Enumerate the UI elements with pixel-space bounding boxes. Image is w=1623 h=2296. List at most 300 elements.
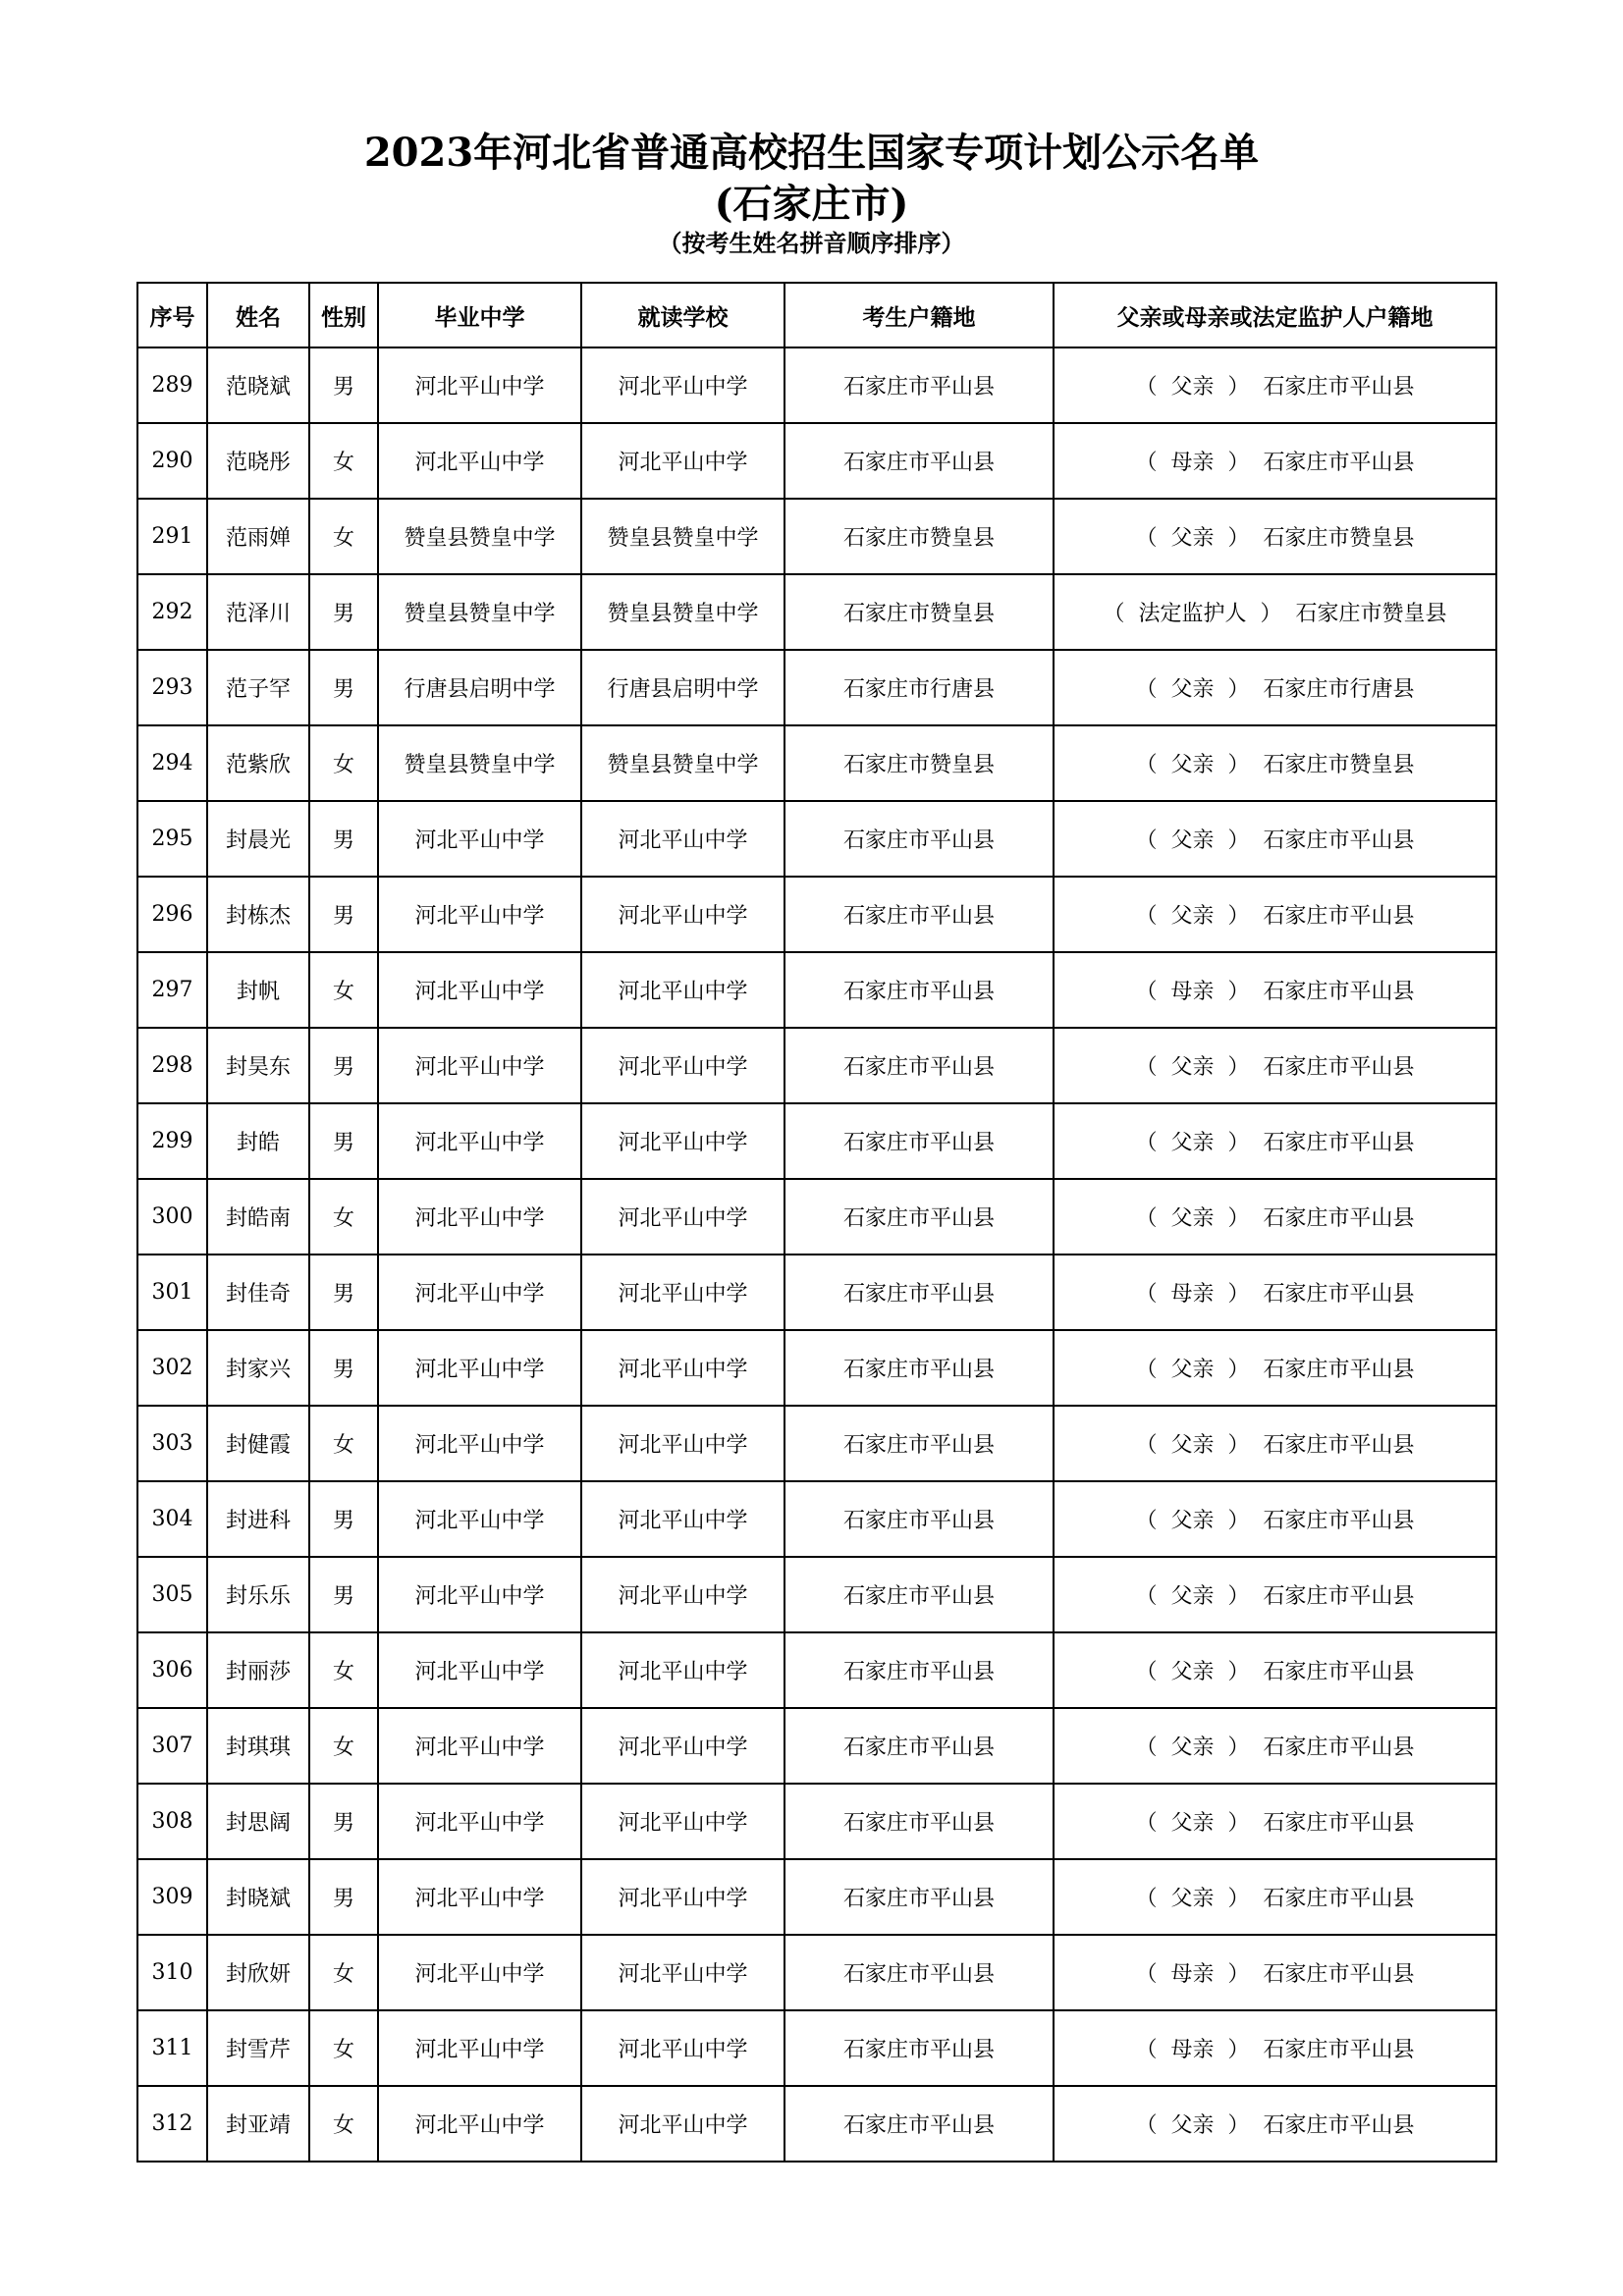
guardian-relation: 父亲 [1170,1433,1215,1458]
cell-current-school: 河北平山中学 [581,1255,784,1330]
table-row [137,1557,1496,1632]
cell-seq: 293 [137,650,207,725]
paren-open: （ [1135,1509,1158,1533]
cell-student-hukou: 石家庄市平山县 [784,877,1054,952]
table-row [137,1103,1496,1179]
cell-current-school: 河北平山中学 [581,1708,784,1784]
cell-current-school: 河北平山中学 [581,347,784,423]
cell-current-school: 河北平山中学 [581,952,784,1028]
guardian-relation: 父亲 [1170,1358,1215,1382]
guardian-relation: 母亲 [1170,451,1215,475]
guardian-place: 石家庄市平山县 [1263,1584,1415,1609]
cell-seq: 303 [137,1406,207,1481]
cell-student-hukou: 石家庄市平山县 [784,1179,1054,1255]
cell-current-school: 河北平山中学 [581,801,784,877]
cell-gender: 女 [309,499,378,574]
paren-open: （ [1135,828,1158,853]
cell-current-school: 河北平山中学 [581,423,784,499]
paren-open: （ [1135,1131,1158,1155]
paren-close: ） [1227,1735,1250,1760]
cell-gender: 男 [309,650,378,725]
cell-guardian-hukou [1054,1179,1496,1255]
paren-close: ） [1227,980,1250,1004]
paren-open: （ [1135,753,1158,777]
cell-grad-school: 河北平山中学 [378,1481,581,1557]
cell-gender: 女 [309,2086,378,2162]
cell-current-school: 河北平山中学 [581,1557,784,1632]
paren-close: ） [1227,1131,1250,1155]
cell-gender: 女 [309,1632,378,1708]
table-row [137,2010,1496,2086]
paren-open: （ [1135,980,1158,1004]
cell-seq: 302 [137,1330,207,1406]
cell-gender: 女 [309,1708,378,1784]
cell-grad-school: 河北平山中学 [378,2010,581,2086]
cell-name: 范子罕 [207,650,309,725]
paren-open: （ [1135,1735,1158,1760]
table-row [137,423,1496,499]
cell-grad-school: 河北平山中学 [378,1179,581,1255]
cell-name: 范泽川 [207,574,309,650]
cell-seq: 291 [137,499,207,574]
cell-name: 封栋杰 [207,877,309,952]
header-guardian-hukou: 父亲或母亲或法定监护人户籍地 [1054,283,1496,347]
cell-seq: 299 [137,1103,207,1179]
cell-current-school: 河北平山中学 [581,1784,784,1859]
cell-gender: 女 [309,1179,378,1255]
table-row [137,801,1496,877]
cell-student-hukou: 石家庄市平山县 [784,1406,1054,1481]
cell-grad-school: 河北平山中学 [378,952,581,1028]
header-current-school: 就读学校 [581,283,784,347]
guardian-place: 石家庄市赞皇县 [1263,526,1415,551]
cell-grad-school: 河北平山中学 [378,1935,581,2010]
cell-current-school: 河北平山中学 [581,877,784,952]
paren-open: （ [1135,2113,1158,2138]
cell-grad-school: 河北平山中学 [378,1632,581,1708]
cell-current-school: 河北平山中学 [581,1935,784,2010]
cell-name: 封皓南 [207,1179,309,1255]
cell-guardian-hukou [1054,1255,1496,1330]
paren-open: （ [1135,1433,1158,1458]
header-student-hukou: 考生户籍地 [784,283,1054,347]
paren-close: ） [1227,526,1250,551]
guardian-place: 石家庄市平山县 [1263,1055,1415,1080]
table-row [137,1935,1496,2010]
cell-gender: 男 [309,347,378,423]
cell-student-hukou: 石家庄市平山县 [784,423,1054,499]
cell-grad-school: 河北平山中学 [378,1103,581,1179]
header-gender: 性别 [309,283,378,347]
guardian-place: 石家庄市平山县 [1263,1206,1415,1231]
sort-note: （按考生姓名拼音顺序排序） [658,229,965,257]
cell-student-hukou: 石家庄市平山县 [784,1103,1054,1179]
guardian-place: 石家庄市平山县 [1263,828,1415,853]
cell-grad-school: 河北平山中学 [378,1784,581,1859]
guardian-place: 石家庄市平山县 [1263,1660,1415,1684]
header-seq: 序号 [137,283,207,347]
cell-seq: 306 [137,1632,207,1708]
cell-name: 封进科 [207,1481,309,1557]
table-row [137,1255,1496,1330]
guardian-relation: 父亲 [1170,1660,1215,1684]
cell-name: 封思阔 [207,1784,309,1859]
guardian-place: 石家庄市平山县 [1263,1811,1415,1836]
cell-guardian-hukou [1054,499,1496,574]
guardian-relation: 父亲 [1170,677,1215,702]
guardian-place: 石家庄市平山县 [1263,1282,1415,1307]
table-row [137,499,1496,574]
cell-seq: 294 [137,725,207,801]
cell-seq: 292 [137,574,207,650]
guardian-place: 石家庄市平山县 [1263,1735,1415,1760]
paren-close: ） [1227,375,1250,400]
table-row [137,574,1496,650]
table-row [137,725,1496,801]
cell-guardian-hukou [1054,650,1496,725]
cell-grad-school: 河北平山中学 [378,1557,581,1632]
cell-guardian-hukou [1054,952,1496,1028]
cell-grad-school: 赞皇县赞皇中学 [378,574,581,650]
guardian-relation: 母亲 [1170,1962,1215,1987]
paren-close: ） [1227,1055,1250,1080]
cell-name: 封欣妍 [207,1935,309,2010]
cell-guardian-hukou [1054,1103,1496,1179]
cell-seq: 297 [137,952,207,1028]
cell-student-hukou: 石家庄市平山县 [784,1557,1054,1632]
guardian-place: 石家庄市平山县 [1263,2113,1415,2138]
guardian-relation: 父亲 [1170,1131,1215,1155]
guardian-relation: 父亲 [1170,1206,1215,1231]
cell-name: 封亚靖 [207,2086,309,2162]
cell-guardian-hukou [1054,877,1496,952]
guardian-relation: 父亲 [1170,1735,1215,1760]
cell-student-hukou: 石家庄市平山县 [784,1028,1054,1103]
table-row [137,1859,1496,1935]
cell-name: 封乐乐 [207,1557,309,1632]
cell-seq: 290 [137,423,207,499]
paren-close: ） [1227,677,1250,702]
cell-grad-school: 河北平山中学 [378,1255,581,1330]
cell-student-hukou: 石家庄市平山县 [784,952,1054,1028]
cell-gender: 男 [309,1028,378,1103]
cell-guardian-hukou [1054,2086,1496,2162]
guardian-relation: 父亲 [1170,1055,1215,1080]
guardian-place: 石家庄市平山县 [1263,1962,1415,1987]
cell-student-hukou: 石家庄市平山县 [784,1330,1054,1406]
paren-open: （ [1135,1055,1158,1080]
cell-guardian-hukou [1054,1330,1496,1406]
paren-close: ） [1227,1811,1250,1836]
paren-close: ） [1227,828,1250,853]
table-row [137,347,1496,423]
cell-student-hukou: 石家庄市赞皇县 [784,574,1054,650]
cell-guardian-hukou [1054,801,1496,877]
cell-seq: 310 [137,1935,207,2010]
guardian-place: 石家庄市平山县 [1263,451,1415,475]
cell-grad-school: 河北平山中学 [378,1330,581,1406]
header-grad-school: 毕业中学 [378,283,581,347]
paren-close: ） [1227,1433,1250,1458]
guardian-relation: 法定监护人 [1138,602,1247,626]
table-row [137,1179,1496,1255]
cell-grad-school: 河北平山中学 [378,801,581,877]
cell-grad-school: 赞皇县赞皇中学 [378,499,581,574]
cell-current-school: 河北平山中学 [581,1103,784,1179]
paren-close: ） [1227,1206,1250,1231]
cell-gender: 男 [309,574,378,650]
cell-gender: 男 [309,1784,378,1859]
cell-student-hukou: 石家庄市赞皇县 [784,725,1054,801]
table-row [137,1481,1496,1557]
guardian-relation: 父亲 [1170,375,1215,400]
cell-seq: 301 [137,1255,207,1330]
table-row [137,1028,1496,1103]
cell-student-hukou: 石家庄市平山县 [784,347,1054,423]
cell-guardian-hukou [1054,347,1496,423]
cell-guardian-hukou [1054,1028,1496,1103]
guardian-place: 石家庄市平山县 [1263,1433,1415,1458]
paren-open: （ [1103,602,1125,626]
table-row [137,1708,1496,1784]
paren-close: ） [1227,1584,1250,1609]
cell-student-hukou: 石家庄市赞皇县 [784,499,1054,574]
guardian-place: 石家庄市平山县 [1263,1358,1415,1382]
guardian-place: 石家庄市赞皇县 [1295,602,1447,626]
paren-open: （ [1135,1358,1158,1382]
cell-student-hukou: 石家庄市平山县 [784,1859,1054,1935]
cell-gender: 男 [309,1481,378,1557]
cell-grad-school: 赞皇县赞皇中学 [378,725,581,801]
paren-close: ） [1227,1887,1250,1911]
cell-student-hukou: 石家庄市平山县 [784,1632,1054,1708]
cell-guardian-hukou [1054,423,1496,499]
cell-guardian-hukou [1054,1406,1496,1481]
guardian-relation: 父亲 [1170,1509,1215,1533]
paren-close: ） [1227,1509,1250,1533]
paren-open: （ [1135,526,1158,551]
cell-name: 封晨光 [207,801,309,877]
cell-name: 封佳奇 [207,1255,309,1330]
cell-name: 封琪琪 [207,1708,309,1784]
guardian-place: 石家庄市平山县 [1263,1509,1415,1533]
cell-seq: 311 [137,2010,207,2086]
cell-seq: 309 [137,1859,207,1935]
cell-guardian-hukou [1054,2010,1496,2086]
table-row [137,2086,1496,2162]
paren-close: ） [1260,602,1282,626]
cell-gender: 女 [309,2010,378,2086]
cell-seq: 296 [137,877,207,952]
cell-current-school: 赞皇县赞皇中学 [581,574,784,650]
guardian-place: 石家庄市行唐县 [1263,677,1415,702]
paren-close: ） [1227,1660,1250,1684]
header-name: 姓名 [207,283,309,347]
cell-student-hukou: 石家庄市行唐县 [784,650,1054,725]
cell-name: 封皓 [207,1103,309,1179]
paren-open: （ [1135,1282,1158,1307]
cell-student-hukou: 石家庄市平山县 [784,2010,1054,2086]
paren-close: ） [1227,904,1250,929]
cell-gender: 男 [309,1255,378,1330]
cell-current-school: 河北平山中学 [581,1632,784,1708]
guardian-place: 石家庄市赞皇县 [1263,753,1415,777]
guardian-place: 石家庄市平山县 [1263,1131,1415,1155]
cell-current-school: 赞皇县赞皇中学 [581,499,784,574]
cell-name: 封雪芹 [207,2010,309,2086]
paren-close: ） [1227,1962,1250,1987]
cell-student-hukou: 石家庄市平山县 [784,1708,1054,1784]
cell-current-school: 河北平山中学 [581,1028,784,1103]
cell-name: 封健霞 [207,1406,309,1481]
paren-open: （ [1135,904,1158,929]
cell-guardian-hukou [1054,725,1496,801]
guardian-place: 石家庄市平山县 [1263,980,1415,1004]
cell-name: 封晓斌 [207,1859,309,1935]
table-row [137,650,1496,725]
cell-guardian-hukou [1054,1481,1496,1557]
roster-table [136,282,1497,2163]
paren-open: （ [1135,1584,1158,1609]
cell-student-hukou: 石家庄市平山县 [784,1935,1054,2010]
cell-seq: 304 [137,1481,207,1557]
cell-gender: 女 [309,952,378,1028]
paren-open: （ [1135,1887,1158,1911]
cell-guardian-hukou [1054,574,1496,650]
cell-grad-school: 河北平山中学 [378,1028,581,1103]
guardian-relation: 父亲 [1170,828,1215,853]
cell-current-school: 河北平山中学 [581,2010,784,2086]
cell-name: 范紫欣 [207,725,309,801]
cell-grad-school: 行唐县启明中学 [378,650,581,725]
cell-seq: 295 [137,801,207,877]
table-header-row [137,283,1496,347]
cell-current-school: 河北平山中学 [581,2086,784,2162]
document-subtitle: (石家庄市) [714,181,909,227]
cell-student-hukou: 石家庄市平山县 [784,2086,1054,2162]
table-row [137,952,1496,1028]
guardian-relation: 父亲 [1170,2113,1215,2138]
cell-guardian-hukou [1054,1557,1496,1632]
cell-current-school: 河北平山中学 [581,1481,784,1557]
table-row [137,1330,1496,1406]
guardian-place: 石家庄市平山县 [1263,375,1415,400]
cell-current-school: 河北平山中学 [581,1179,784,1255]
cell-gender: 女 [309,1406,378,1481]
cell-current-school: 河北平山中学 [581,1406,784,1481]
paren-open: （ [1135,1811,1158,1836]
document-title: 2023年河北省普通高校招生国家专项计划公示名单 [363,130,1260,176]
paren-close: ） [1227,2038,1250,2062]
paren-close: ） [1227,753,1250,777]
cell-grad-school: 河北平山中学 [378,1406,581,1481]
cell-gender: 男 [309,1103,378,1179]
guardian-relation: 父亲 [1170,904,1215,929]
guardian-relation: 母亲 [1170,980,1215,1004]
cell-seq: 289 [137,347,207,423]
guardian-place: 石家庄市平山县 [1263,2038,1415,2062]
cell-gender: 男 [309,1557,378,1632]
paren-close: ） [1227,1282,1250,1307]
cell-current-school: 赞皇县赞皇中学 [581,725,784,801]
table-row [137,1784,1496,1859]
cell-name: 范雨婵 [207,499,309,574]
cell-seq: 298 [137,1028,207,1103]
cell-gender: 男 [309,801,378,877]
guardian-relation: 母亲 [1170,2038,1215,2062]
guardian-place: 石家庄市平山县 [1263,1887,1415,1911]
cell-guardian-hukou [1054,1859,1496,1935]
cell-grad-school: 河北平山中学 [378,423,581,499]
cell-guardian-hukou [1054,1632,1496,1708]
cell-gender: 男 [309,877,378,952]
cell-grad-school: 河北平山中学 [378,1859,581,1935]
cell-student-hukou: 石家庄市平山县 [784,1481,1054,1557]
cell-gender: 男 [309,1330,378,1406]
guardian-relation: 父亲 [1170,1811,1215,1836]
table-row [137,1406,1496,1481]
guardian-relation: 父亲 [1170,526,1215,551]
cell-seq: 307 [137,1708,207,1784]
paren-open: （ [1135,1206,1158,1231]
cell-guardian-hukou [1054,1708,1496,1784]
paren-open: （ [1135,2038,1158,2062]
guardian-relation: 父亲 [1170,1887,1215,1911]
cell-grad-school: 河北平山中学 [378,877,581,952]
cell-student-hukou: 石家庄市平山县 [784,1784,1054,1859]
cell-seq: 300 [137,1179,207,1255]
cell-grad-school: 河北平山中学 [378,2086,581,2162]
cell-current-school: 行唐县启明中学 [581,650,784,725]
paren-close: ） [1227,1358,1250,1382]
paren-open: （ [1135,677,1158,702]
cell-guardian-hukou [1054,1784,1496,1859]
cell-student-hukou: 石家庄市平山县 [784,1255,1054,1330]
cell-gender: 男 [309,1859,378,1935]
cell-name: 封丽莎 [207,1632,309,1708]
cell-current-school: 河北平山中学 [581,1330,784,1406]
guardian-relation: 母亲 [1170,1282,1215,1307]
cell-name: 封家兴 [207,1330,309,1406]
cell-seq: 312 [137,2086,207,2162]
paren-open: （ [1135,1660,1158,1684]
paren-close: ） [1227,451,1250,475]
cell-name: 范晓彤 [207,423,309,499]
cell-gender: 女 [309,725,378,801]
table-row [137,877,1496,952]
cell-seq: 308 [137,1784,207,1859]
cell-name: 封昊东 [207,1028,309,1103]
cell-grad-school: 河北平山中学 [378,1708,581,1784]
guardian-relation: 父亲 [1170,753,1215,777]
table-row [137,1632,1496,1708]
cell-name: 封帆 [207,952,309,1028]
cell-gender: 女 [309,423,378,499]
paren-open: （ [1135,375,1158,400]
cell-current-school: 河北平山中学 [581,1859,784,1935]
paren-close: ） [1227,2113,1250,2138]
guardian-relation: 父亲 [1170,1584,1215,1609]
cell-gender: 女 [309,1935,378,2010]
cell-seq: 305 [137,1557,207,1632]
table-body [137,347,1496,2162]
cell-guardian-hukou [1054,1935,1496,2010]
cell-student-hukou: 石家庄市平山县 [784,801,1054,877]
guardian-place: 石家庄市平山县 [1263,904,1415,929]
paren-open: （ [1135,1962,1158,1987]
cell-grad-school: 河北平山中学 [378,347,581,423]
paren-open: （ [1135,451,1158,475]
